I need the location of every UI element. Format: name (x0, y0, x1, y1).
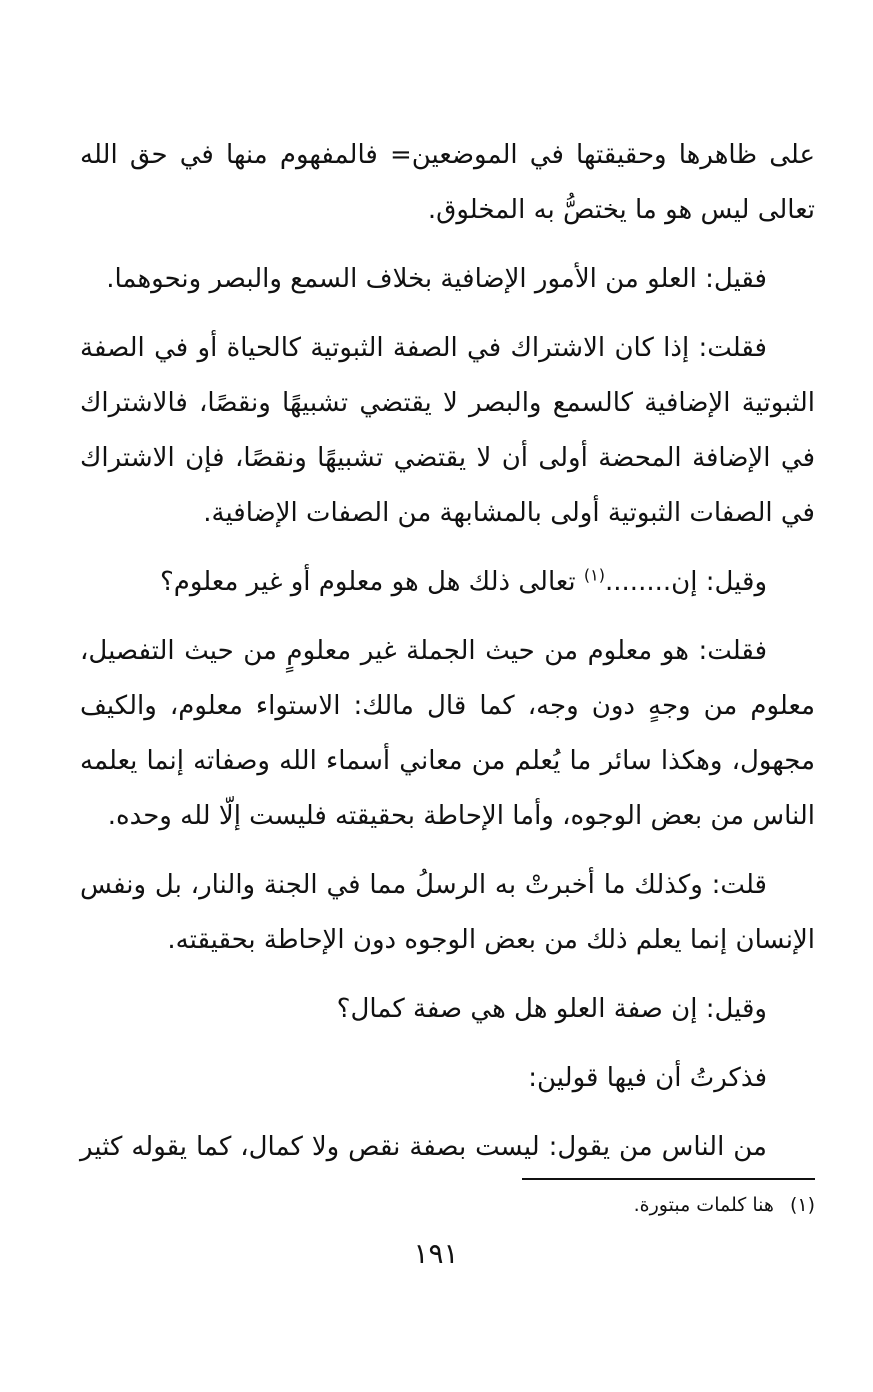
paragraph-text: تعالى ذلك هل هو معلوم أو غير معلوم؟ (159, 567, 584, 597)
footnote-text: هنا كلمات مبتورة. (633, 1194, 774, 1216)
paragraph: فذكرتُ أن فيها قولين: (528, 1063, 767, 1093)
paragraph-text: وقيل: إن........ (605, 567, 767, 597)
paragraph: من الناس من يقول: ليست بصفة نقص ولا كمال، كما يقوله كثير (80, 1132, 767, 1162)
paragraph: قلت: وكذلك ما أخبرتْ به الرسلُ مما في الجنة والنار، بل ونفس الإنسان إنما يعلم ذلك من بعض الوجوه دون الإحاطة بحقيقته. (80, 870, 815, 955)
footnote-reference[interactable]: (١) (583, 565, 606, 585)
page-number: ١٩١ (413, 1237, 459, 1270)
footnote-separator (522, 1178, 815, 1180)
footnote-number: (١) (789, 1194, 815, 1216)
paragraph (80, 555, 815, 610)
body-text (80, 128, 815, 1189)
footnote (300, 1190, 815, 1220)
paragraph: على ظاهرها وحقيقتها في الموضعين= فالمفهوم منها في حق الله تعالى ليس هو ما يختصُّ به المخلوق. (80, 140, 815, 225)
paragraph: فقلت: إذا كان الاشتراك في الصفة الثبوتية كالحياة أو في الصفة الثبوتية الإضافية كالسمع والبصر لا يقتضي تشبيهًا ونقصًا، فالاشتراك في الإضافة المحضة أولى أن لا يقتضي تشبيهًا ونقصًا، فإن الاشتراك في الصفات الثبوتية أولى بالمشابهة من الصفات الإضافية. (80, 333, 815, 528)
paragraph: فقيل: العلو من الأمور الإضافية بخلاف السمع والبصر ونحوهما. (106, 264, 767, 294)
paragraph: وقيل: إن صفة العلو هل هي صفة كمال؟ (336, 994, 767, 1024)
paragraph: فقلت: هو معلوم من حيث الجملة غير معلومٍ من حيث التفصيل، معلوم من وجهٍ دون وجه، كما قال مالك: الاستواء معلوم، والكيف مجهول، وهكذا سائر ما يُعلم من معاني أسماء الله وصفاته إنما يعلمه الناس من بعض الوجوه، وأما الإحاطة بحقيقته فليست إلّا لله وحده. (80, 636, 815, 831)
